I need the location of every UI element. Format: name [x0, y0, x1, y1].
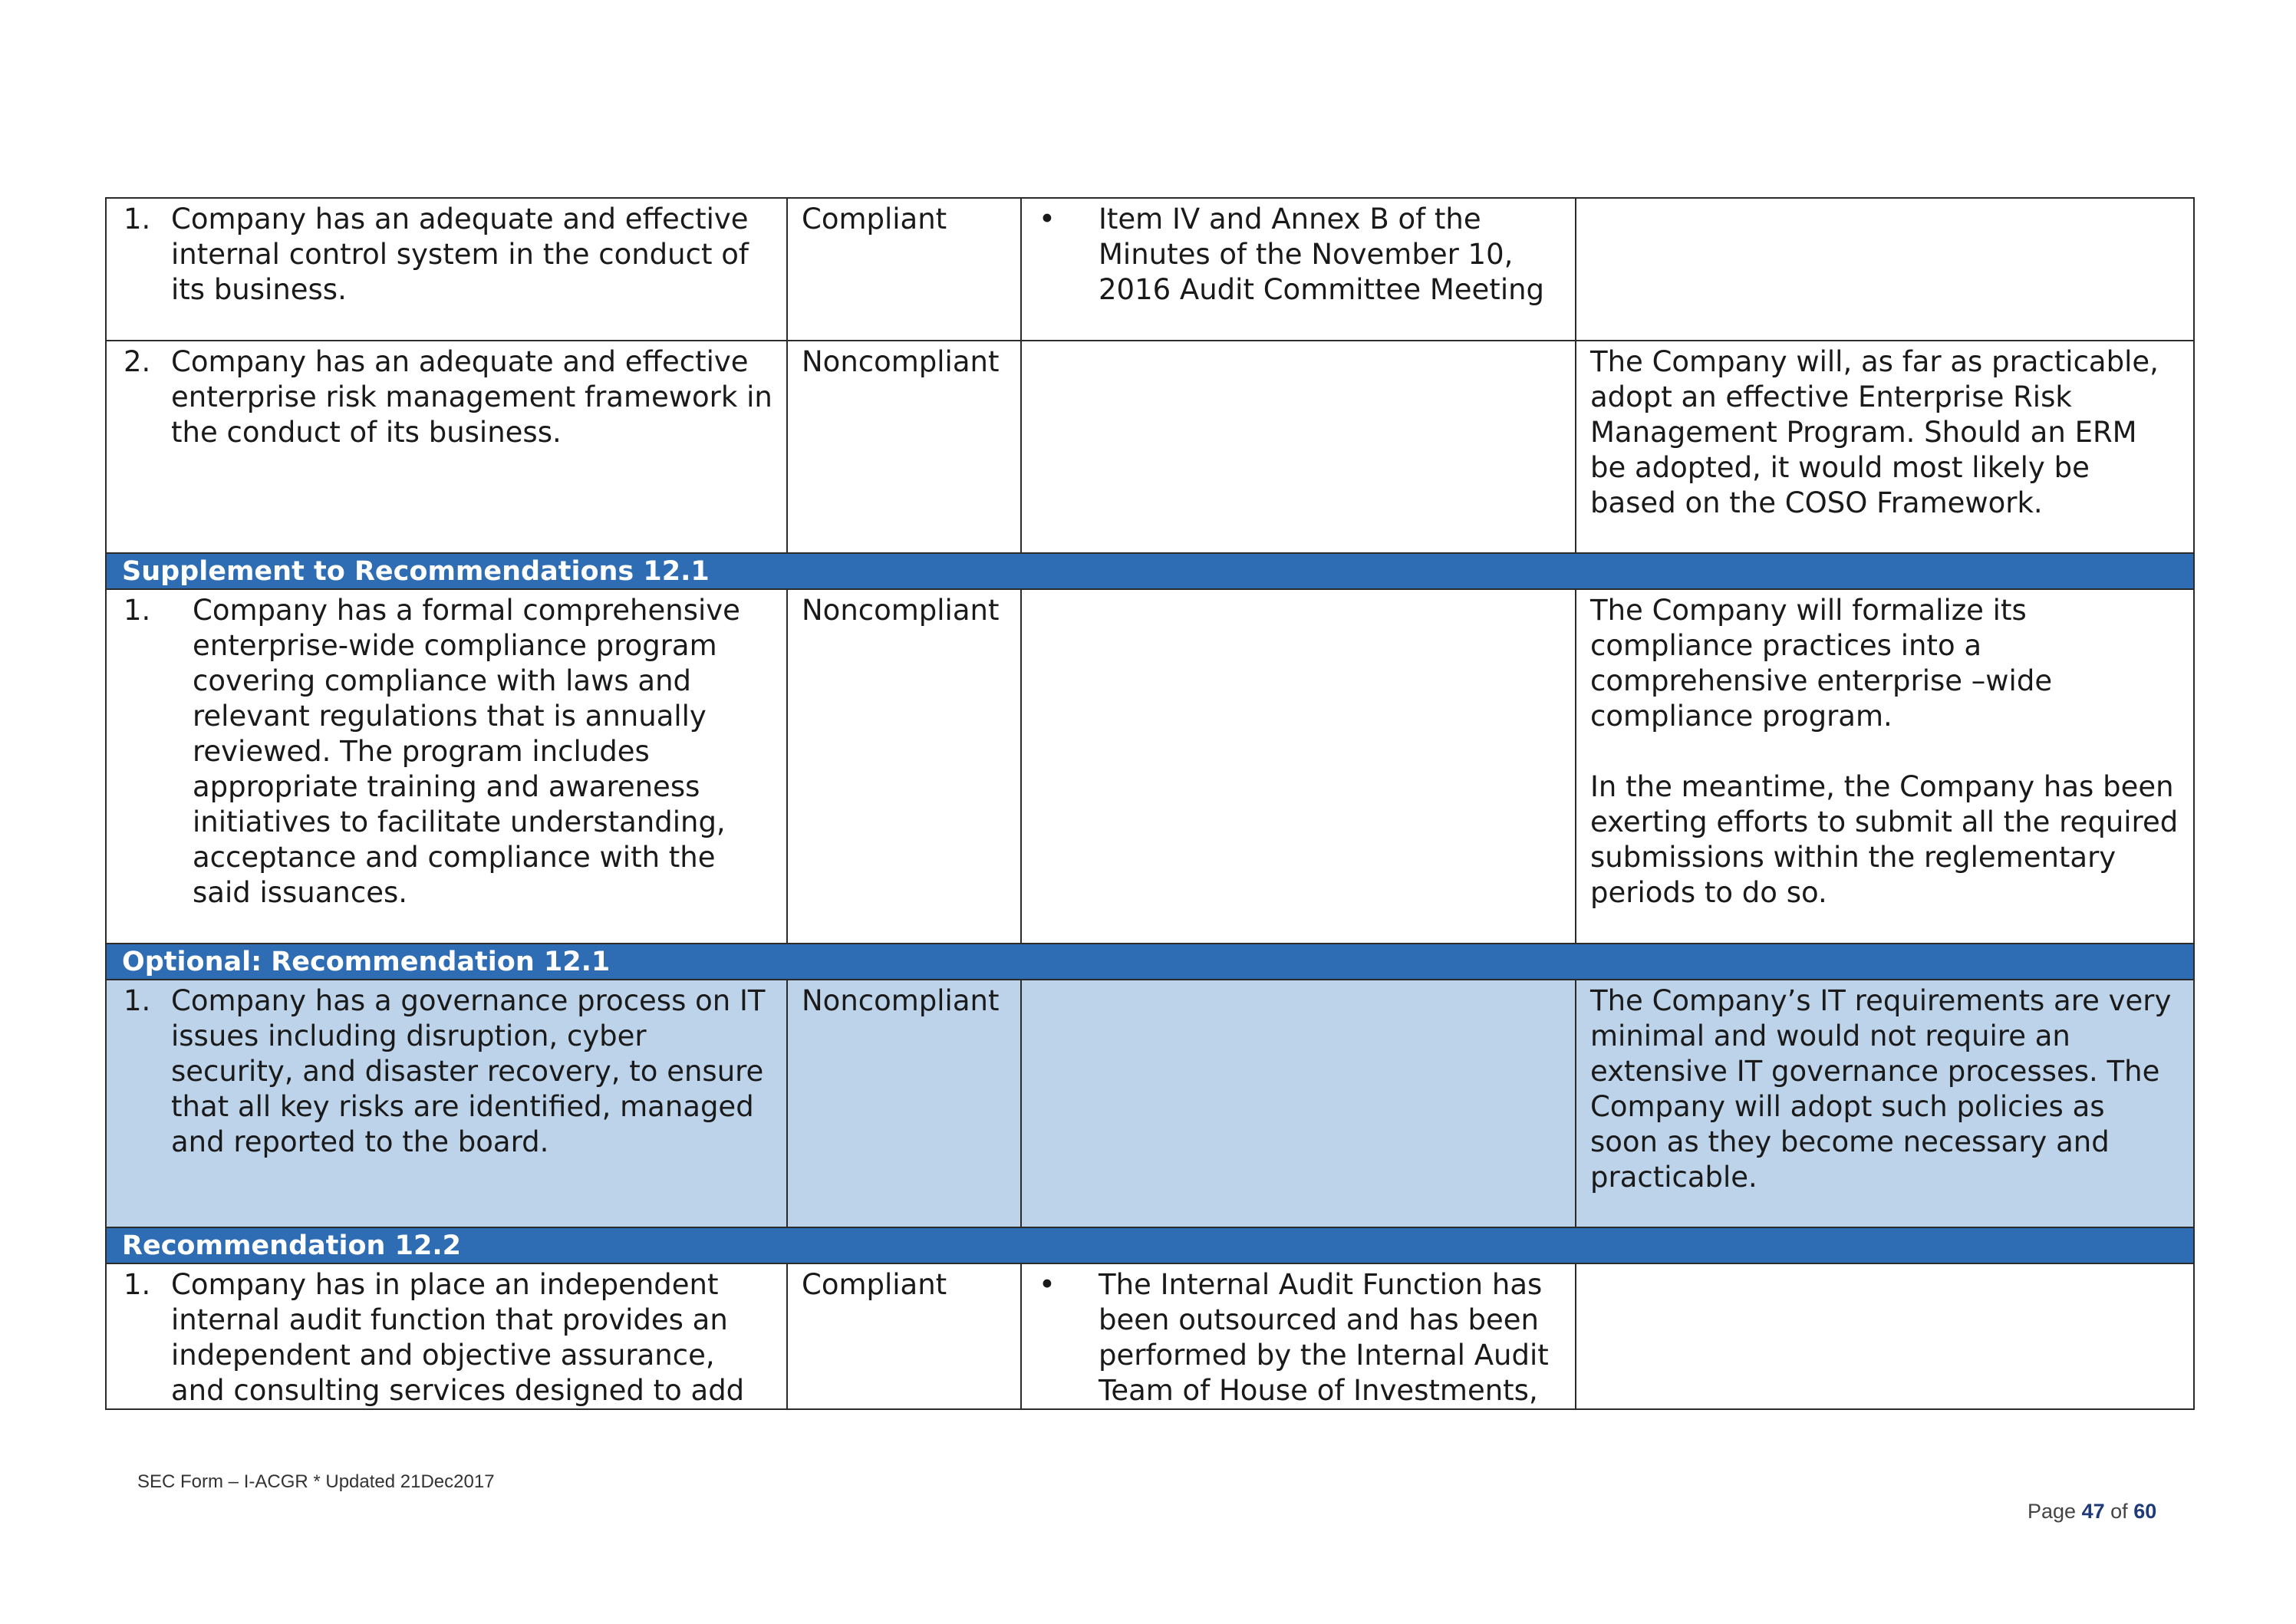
page-of-label: of — [2110, 1500, 2128, 1523]
remarks-cell — [1576, 198, 2194, 341]
recommendation-cell — [106, 198, 787, 341]
bullet-icon: • — [1039, 1268, 1056, 1301]
page-current: 47 — [2081, 1500, 2105, 1523]
item-number: 1. — [124, 594, 151, 627]
status-cell — [787, 198, 1021, 341]
recommendation-text: Company has an adequate and effective enterprise risk management framework in the conduct of its business. — [171, 345, 772, 449]
compliance-status: Compliant — [802, 203, 947, 236]
bullet-icon: • — [1039, 203, 1056, 236]
explanation-text: Item IV and Annex B of the Minutes of the November 10, 2016 Audit Committee Meeting — [1099, 203, 1545, 306]
remarks-cell — [1576, 1263, 2194, 1409]
item-number: 1. — [124, 984, 151, 1017]
status-cell — [787, 341, 1021, 553]
recommendation-text: Company has an adequate and effective internal control system in the conduct of its business. — [171, 203, 749, 306]
remarks-cell — [1576, 341, 2194, 553]
compliance-status: Noncompliant — [802, 594, 1000, 627]
section-header-row — [106, 1227, 2194, 1263]
remarks-text: In the meantime, the Company has been exerting efforts to submit all the required submissions within the reglementary periods to do so. — [1590, 770, 2179, 909]
status-cell — [787, 980, 1021, 1227]
table-row — [106, 341, 2194, 553]
section-title: Recommendation 12.2 — [106, 1227, 2194, 1263]
section-header-row — [106, 944, 2194, 980]
item-number: 2. — [124, 345, 151, 378]
compliance-table — [105, 197, 2195, 1410]
table-row — [106, 980, 2194, 1227]
status-cell — [787, 589, 1021, 944]
compliance-status: Noncompliant — [802, 984, 1000, 1017]
remarks-text: The Company will formalize its compliance practices into a comprehensive enterprise –wide compliance program. — [1590, 594, 2053, 733]
status-cell — [787, 1263, 1021, 1409]
recommendation-cell — [106, 980, 787, 1227]
explanation-cell — [1021, 1263, 1576, 1409]
explanation-cell — [1021, 341, 1576, 553]
item-number: 1. — [124, 1268, 151, 1301]
compliance-status: Noncompliant — [802, 345, 1000, 378]
remarks-cell — [1576, 589, 2194, 944]
page-label: Page — [2028, 1500, 2077, 1523]
page-total: 60 — [2133, 1500, 2157, 1523]
explanation-text: The Internal Audit Function has been outsourced and has been performed by the Internal Audit Team of House of Investments, — [1099, 1268, 1549, 1407]
table-row — [106, 589, 2194, 944]
section-header-row — [106, 553, 2194, 589]
recommendation-cell — [106, 589, 787, 944]
remarks-text: The Company will, as far as practicable, adopt an effective Enterprise Risk Management Program. Should an ERM be adopted, it would most likely be based on the COSO Framework. — [1590, 345, 2159, 519]
compliance-status: Compliant — [802, 1268, 947, 1301]
page-number — [2028, 1500, 2156, 1524]
recommendation-text: Company has a governance process on IT issues including disruption, cyber security, and disaster recovery, to ensure that all key risks are identified, managed and reported to the board. — [171, 984, 766, 1158]
explanation-cell — [1021, 589, 1576, 944]
remarks-text: The Company’s IT requirements are very minimal and would not require an extensive IT governance processes. The Company will adopt such policies as soon as they become necessary and practicable. — [1590, 984, 2172, 1194]
table-row — [106, 198, 2194, 341]
table-row — [106, 1263, 2194, 1409]
recommendation-cell — [106, 1263, 787, 1409]
item-number: 1. — [124, 203, 151, 236]
form-footer: SEC Form – I-ACGR * Updated 21Dec2017 — [137, 1471, 495, 1492]
section-title: Supplement to Recommendations 12.1 — [106, 553, 2194, 589]
section-title: Optional: Recommendation 12.1 — [106, 944, 2194, 980]
explanation-cell — [1021, 198, 1576, 341]
recommendation-text: Company has in place an independent internal audit function that provides an independent and objective assurance, and consulting services designed to add — [171, 1268, 745, 1407]
recommendation-text: Company has a formal comprehensive enterprise-wide compliance program covering compliance with laws and relevant regulations that is annually reviewed. The program includes appropriate training and awareness initiatives to facilitate understanding, acceptance and compliance with the said issuances. — [193, 594, 740, 909]
recommendation-cell — [106, 341, 787, 553]
remarks-cell — [1576, 980, 2194, 1227]
explanation-cell — [1021, 980, 1576, 1227]
